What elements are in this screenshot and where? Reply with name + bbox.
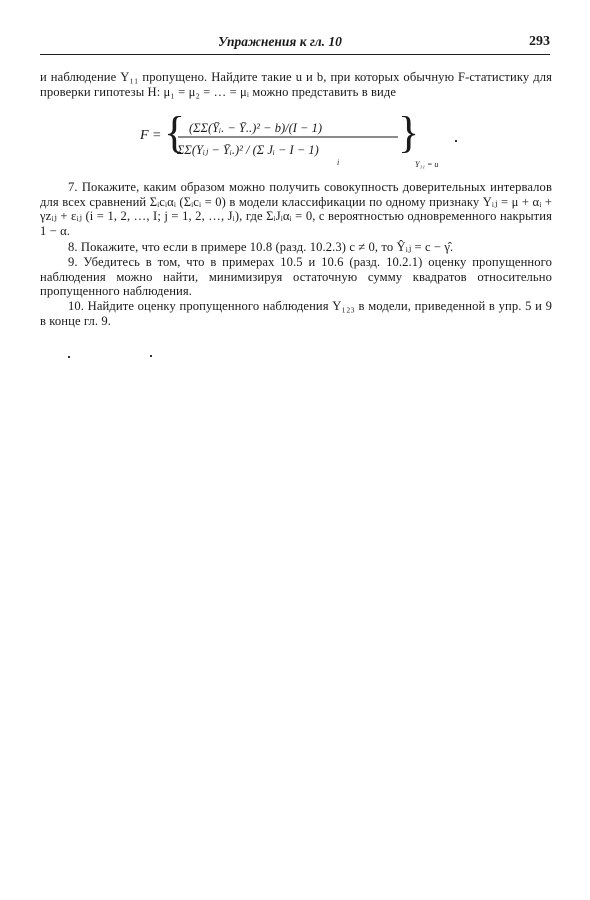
f-statistic-formula bbox=[140, 114, 470, 174]
page-number: 293 bbox=[529, 34, 550, 49]
intro-paragraph: и наблюдение Y₁₁ пропущено. Найдите такие u и b, при которых обычную F-статистику для проверки гипотезы H: μ₁ = μ₂ = … = μᵢ можно представить в виде bbox=[40, 70, 552, 99]
running-title: Упражнения к гл. 10 bbox=[218, 34, 342, 49]
formula-condition: Y₁₁ = u bbox=[415, 160, 439, 169]
exercise-7: 7. Покажите, каким образом можно получить совокупность доверительных интервалов для всех сравнений Σᵢcᵢαᵢ (Σᵢcᵢ = 0) в модели классификации по одному признаку Yᵢⱼ = μ + αᵢ + γzᵢⱼ + εᵢⱼ (i = 1, 2, …, I; j = 1, 2, …, Jᵢ), где ΣᵢJᵢαᵢ = 0, с вероятностью одновременного накрытия 1 − α. bbox=[40, 180, 552, 238]
exercise-10: 10. Найдите оценку пропущенного наблюдения Y₁₂₃ в модели, приведенной в упр. 5 и 9 в конце гл. 9. bbox=[40, 299, 552, 328]
exercise-9: 9. Убедитесь в том, что в примерах 10.5 и 10.6 (разд. 10.2.1) оценку пропущенного наблюдения можно найти, минимизируя остаточную сумму квадратов относительно пропущенного наблюдения. bbox=[40, 255, 552, 299]
exercise-8: 8. Покажите, что если в примере 10.8 (разд. 10.2.3) c ≠ 0, то Ŷᵢⱼ = c − γ̂. bbox=[68, 240, 454, 254]
print-speck bbox=[150, 355, 152, 357]
formula-lhs: F = bbox=[140, 128, 162, 143]
print-speck bbox=[455, 140, 457, 142]
print-speck bbox=[68, 356, 70, 358]
page-header bbox=[40, 34, 550, 55]
right-brace: } bbox=[398, 114, 420, 157]
left-brace: { bbox=[164, 114, 186, 157]
formula-numerator: (ΣΣ(Ȳᵢ. − Ȳ..)² − b)/(I − 1) bbox=[189, 121, 323, 135]
formula-sum-index: i bbox=[337, 158, 340, 167]
formula-denominator: ΣΣ(Yᵢⱼ − Ȳᵢ.)² / (Σ Jᵢ − I − 1) bbox=[177, 143, 319, 157]
